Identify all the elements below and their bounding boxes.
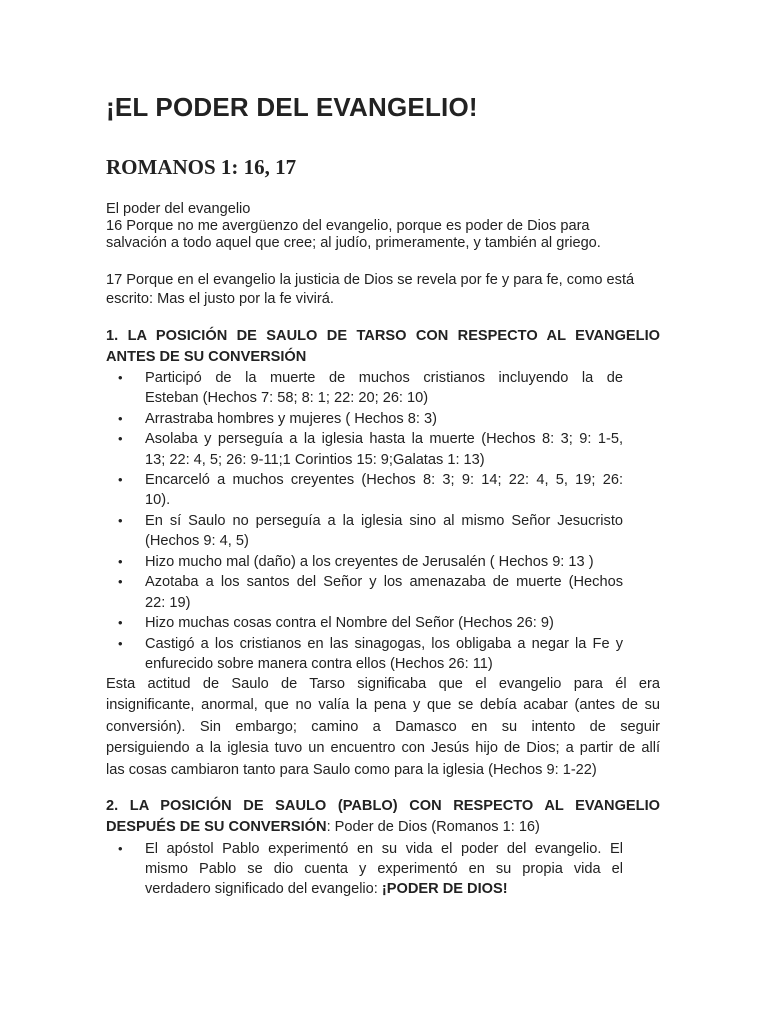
bullet-icon: • xyxy=(118,513,123,528)
list-item-line: Hizo muchas cosas contra el Nombre del Señor (Hechos 26: 9) xyxy=(145,615,554,631)
list-item-line: Esteban (Hechos 7: 58; 8: 1; 22: 20; 26: 10) xyxy=(145,390,429,406)
list-item-line: En sí Saulo no perseguía a la iglesia sino al mismo Señor Jesucristo xyxy=(145,513,623,529)
section-heading-rest: : Poder de Dios (Romanos 1: 16) xyxy=(326,819,540,835)
paragraph-line: conversión). Sin embargo; camino a Damasco en su intento de seguir xyxy=(106,718,660,735)
bullet-icon: • xyxy=(118,636,123,651)
section-heading-bold: DESPUÉS DE SU CONVERSIÓN xyxy=(106,819,327,835)
list-item-line: 10). xyxy=(145,492,171,508)
section-heading: 1. LA POSICIÓN DE SAULO DE TARSO CON RESPECTO AL EVANGELIO xyxy=(106,328,660,344)
list-item-line: El apóstol Pablo experimentó en su vida el poder del evangelio. El xyxy=(145,841,623,857)
bullet-icon: • xyxy=(118,370,123,385)
paragraph-line: persiguiendo a la iglesia tuvo un encuentro con Jesús hijo de Dios; a partir de allí xyxy=(106,740,660,757)
list-item-line: Arrastraba hombres y mujeres ( Hechos 8: 3) xyxy=(145,411,437,427)
emphasis-text: ¡PODER DE DIOS! xyxy=(381,881,508,897)
bullet-icon: • xyxy=(118,431,123,446)
paragraph-line: las cosas cambiaron tanto para Saulo como para la iglesia (Hechos 9: 1-22) xyxy=(106,761,597,778)
list-item-line: 13; 22: 4, 5; 26: 9-11;1 Corintios 15: 9;Galatas 1: 13) xyxy=(145,452,485,468)
bullet-icon: • xyxy=(118,574,123,589)
list-item-line: Azotaba a los santos del Señor y los amenazaba de muerte (Hechos xyxy=(145,574,623,590)
intro-line: El poder del evangelio xyxy=(106,201,251,217)
bullet-icon: • xyxy=(118,472,123,487)
list-item-line: Participó de la muerte de muchos cristianos incluyendo la de xyxy=(145,370,623,386)
section-heading: ANTES DE SU CONVERSIÓN xyxy=(106,349,307,365)
section-heading xyxy=(106,817,540,837)
bullet-icon: • xyxy=(118,411,123,426)
list-item-line: Encarceló a muchos creyentes (Hechos 8: 3; 9: 14; 22: 4, 5, 19; 26: xyxy=(145,472,623,488)
bullet-icon: • xyxy=(118,841,123,856)
list-item-line: enfurecido sobre manera contra ellos (Hechos 26: 11) xyxy=(145,656,493,672)
body-paragraph xyxy=(106,674,660,781)
list-item-line: Hizo mucho mal (daño) a los creyentes de Jerusalén ( Hechos 9: 13 ) xyxy=(145,554,594,570)
list-item-line: Castigó a los cristianos en las sinagogas, los obligaba a negar la Fe y xyxy=(145,636,623,652)
bullet-icon: • xyxy=(118,554,123,569)
scripture-reference: ROMANOS 1: 16, 17 xyxy=(106,155,297,179)
list-item-text: verdadero significado del evangelio: xyxy=(145,881,382,897)
paragraph-line: Esta actitud de Saulo de Tarso significaba que el evangelio para él era xyxy=(106,676,660,692)
intro-line: salvación a todo aquel que cree; al judío, primeramente, y también al griego. xyxy=(106,235,601,251)
list-item-line: mismo Pablo se dio cuenta y experimentó en su propia vida el xyxy=(145,861,623,877)
list-item-line: (Hechos 9: 4, 5) xyxy=(145,533,249,549)
list-item-line xyxy=(145,879,508,900)
list-item-line: Asolaba y perseguía a la iglesia hasta la muerte (Hechos 8: 3; 9: 1-5, xyxy=(145,431,623,447)
paragraph-line: insignificante, anormal, que no valía la pena y que se debía acabar (antes de su xyxy=(106,697,660,714)
bullet-icon: • xyxy=(118,615,123,630)
document-title: ¡EL PODER DEL EVANGELIO! xyxy=(106,92,478,122)
intro-line: 16 Porque no me avergüenzo del evangelio, porque es poder de Dios para xyxy=(106,218,590,234)
list-item-line: 22: 19) xyxy=(145,595,191,611)
section-heading: 2. LA POSICIÓN DE SAULO (PABLO) CON RESPECTO AL EVANGELIO xyxy=(106,798,660,814)
intro-line: 17 Porque en el evangelio la justicia de Dios se revela por fe y para fe, como está xyxy=(106,272,635,288)
intro-line: escrito: Mas el justo por la fe vivirá. xyxy=(106,291,334,307)
